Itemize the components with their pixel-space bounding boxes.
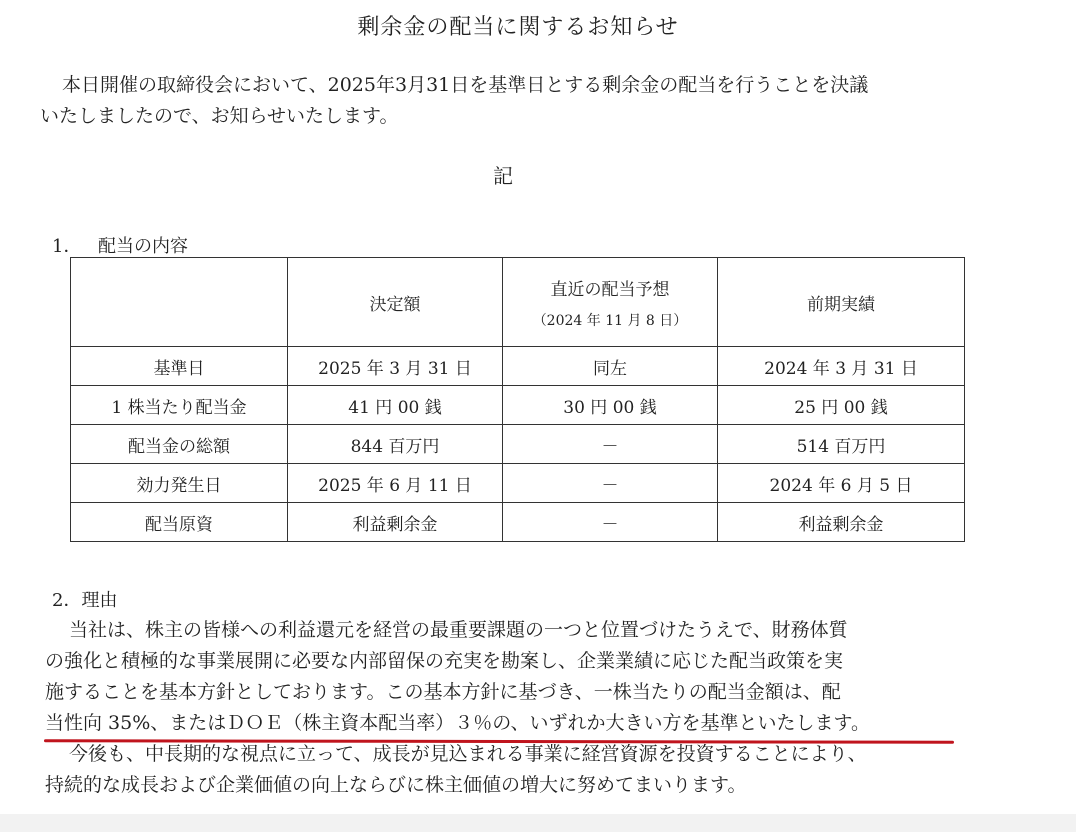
section-2-title: 理由	[81, 590, 118, 611]
row-label: 1 株当たり配当金	[71, 386, 288, 425]
header-forecast	[503, 258, 718, 347]
ki-heading: 記	[493, 164, 513, 188]
table-row	[71, 347, 965, 386]
row-forecast: －	[503, 503, 718, 542]
row-decided: 2025 年 6 月 11 日	[288, 464, 503, 503]
row-forecast: 30 円 00 銭	[503, 386, 718, 425]
section-1-heading	[52, 232, 188, 258]
row-previous: 利益剰余金	[718, 503, 965, 542]
row-decided: 41 円 00 銭	[288, 386, 503, 425]
row-forecast: 同左	[503, 347, 718, 386]
document-title: 剰余金の配当に関するお知らせ	[357, 15, 679, 40]
table-row	[71, 464, 965, 503]
header-blank-cell	[71, 258, 288, 347]
row-decided: 2025 年 3 月 31 日	[288, 347, 503, 386]
row-label: 基準日	[71, 347, 288, 386]
reason-line: 当社は、株主の皆様への利益還元を経営の最重要課題の一つと位置づけたうえで、財務体質	[69, 619, 848, 641]
row-decided: 利益剰余金	[288, 503, 503, 542]
row-forecast: －	[503, 425, 718, 464]
header-decided: 決定額	[288, 258, 503, 347]
page-bottom-edge	[0, 814, 1076, 832]
row-label: 配当原資	[71, 503, 288, 542]
section-1-title: 配当の内容	[98, 236, 188, 257]
reason-paragraph	[45, 615, 1005, 801]
row-previous: 514 百万円	[718, 425, 965, 464]
row-label: 配当金の総額	[71, 425, 288, 464]
intro-line-1: 本日開催の取締役会において、2025年3月31日を基準日とする剰余金の配当を行うことを決議	[62, 74, 869, 96]
row-forecast: －	[503, 464, 718, 503]
table-row	[71, 425, 965, 464]
table-row	[71, 503, 965, 542]
reason-line: 今後も、中長期的な視点に立って、成長が見込まれる事業に経営資源を投資することにより、	[69, 743, 867, 765]
reason-line: 施することを基本方針としております。この基本方針に基づき、一株当たりの配当金額は、配	[45, 681, 841, 703]
row-previous: 25 円 00 銭	[718, 386, 965, 425]
table-row	[71, 386, 965, 425]
row-previous: 2024 年 6 月 5 日	[718, 464, 965, 503]
section-1-number: 1．	[52, 236, 82, 257]
reason-line: の強化と積極的な事業展開に必要な内部留保の充実を勘案し、企業業績に応じた配当政策を実	[45, 650, 844, 672]
section-2-heading	[52, 586, 117, 612]
table-header-row	[71, 258, 965, 347]
row-previous: 2024 年 3 月 31 日	[718, 347, 965, 386]
header-previous: 前期実績	[718, 258, 965, 347]
intro-line-2: いたしましたので、お知らせいたします。	[40, 105, 399, 127]
intro-paragraph	[40, 70, 1000, 132]
reason-line: 持続的な成長および企業価値の向上ならびに株主価値の増大に努めてまいります。	[45, 774, 747, 796]
row-decided: 844 百万円	[288, 425, 503, 464]
section-2-number: 2．	[52, 590, 82, 611]
header-forecast-label: 直近の配当予想	[550, 279, 670, 300]
dividend-table	[70, 257, 965, 542]
reason-line-highlighted: 当性向 35%、またはＤＯＥ（株主資本配当率）３％の、いずれか大きい方を基準といたします。	[45, 712, 870, 734]
row-label: 効力発生日	[71, 464, 288, 503]
header-forecast-date: （2024 年 11 月 8 日）	[532, 312, 688, 329]
